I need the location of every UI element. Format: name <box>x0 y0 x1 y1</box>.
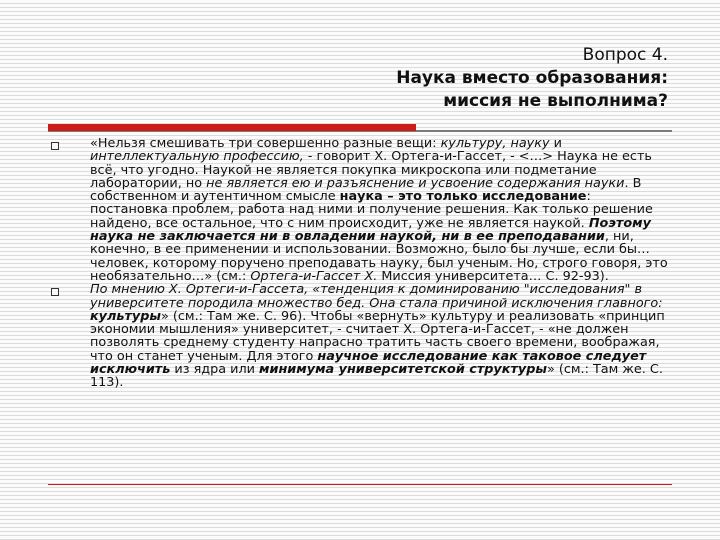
bullet-item-1 <box>48 137 670 283</box>
text-run: культуру, науку <box>440 136 550 151</box>
text-run: «Нельзя смешивать три совершенно разные вещи: <box>90 136 441 151</box>
text-run: - говорит Х. Ортега-и-Гассет, - <…> Наука не есть всё, что угодно. Наукой не является покупка микроскопа или подметание лаборатории, но <box>90 149 652 191</box>
bullet-text-1 <box>90 136 668 284</box>
text-run: из ядра или <box>170 362 260 378</box>
text-run: Ортега-и-Гассет Х. <box>250 268 378 284</box>
bullet-text-2 <box>90 282 665 390</box>
bottom-divider <box>48 484 672 485</box>
text-run: причиной исключения главного: <box>441 295 663 311</box>
text-run: минимума университетской структуры <box>259 362 547 378</box>
bullet-item-2 <box>48 283 670 389</box>
text-run: Миссия университета… С. 92-93). <box>377 268 609 284</box>
text-run: наука – это только исследование <box>339 189 587 205</box>
square-bullet-icon <box>51 142 59 150</box>
text-run: . В собственном и аутентичном смысле <box>90 175 642 205</box>
text-run: научное исследование как таковое следует исключить <box>90 348 647 378</box>
text-run: интеллектуальную профессию, <box>90 149 304 165</box>
text-run: культуры <box>90 308 161 324</box>
text-run: не является ею и разъяснение и усвоение содержания науки <box>206 175 625 191</box>
bullet-list <box>48 137 670 390</box>
title-line-2: миссия не выполнима? <box>443 91 668 111</box>
text-run: » (см.: Там же. С. 96). Чтобы «вернуть» культуру и реализовать «принцип экономии мышления» университет, - считает Х. Ортега-и-Гассет, - «не должен позволять среднему студенту напрасно тратить часть своего времени, воображая, что он станет ученым. Для этого <box>90 308 665 364</box>
slide-title <box>396 44 668 113</box>
text-run: Поэтому наука не заключается ни в овладении наукой, ни в ее преподавании <box>90 215 651 245</box>
text-run: : постановка проблем, работа над ними и получение решения. Как только решение найдено, все остальное, что с ним происходит, уже не является наукой. <box>90 189 653 231</box>
question-number: Вопрос 4. <box>582 45 668 65</box>
accent-bar <box>48 124 416 131</box>
title-line-1: Наука вместо образования: <box>396 68 668 88</box>
square-bullet-icon <box>51 288 59 296</box>
text-run: , ни, конечно, в ее применении и использовании. Возможно, было бы лучше, если бы… человек, которому поручено преподавать науку, был ученым. Но, строго говоря, это необязательно…» (см.: <box>90 229 668 284</box>
text-run: По мнению Х. Ортеги-и-Гассета, «тенденция к доминированию "исследования" в университете породила множество бед. Она стала <box>90 282 643 311</box>
text-run: и <box>549 136 562 151</box>
text-run: » (см.: Там же. С. 113). <box>90 362 663 391</box>
